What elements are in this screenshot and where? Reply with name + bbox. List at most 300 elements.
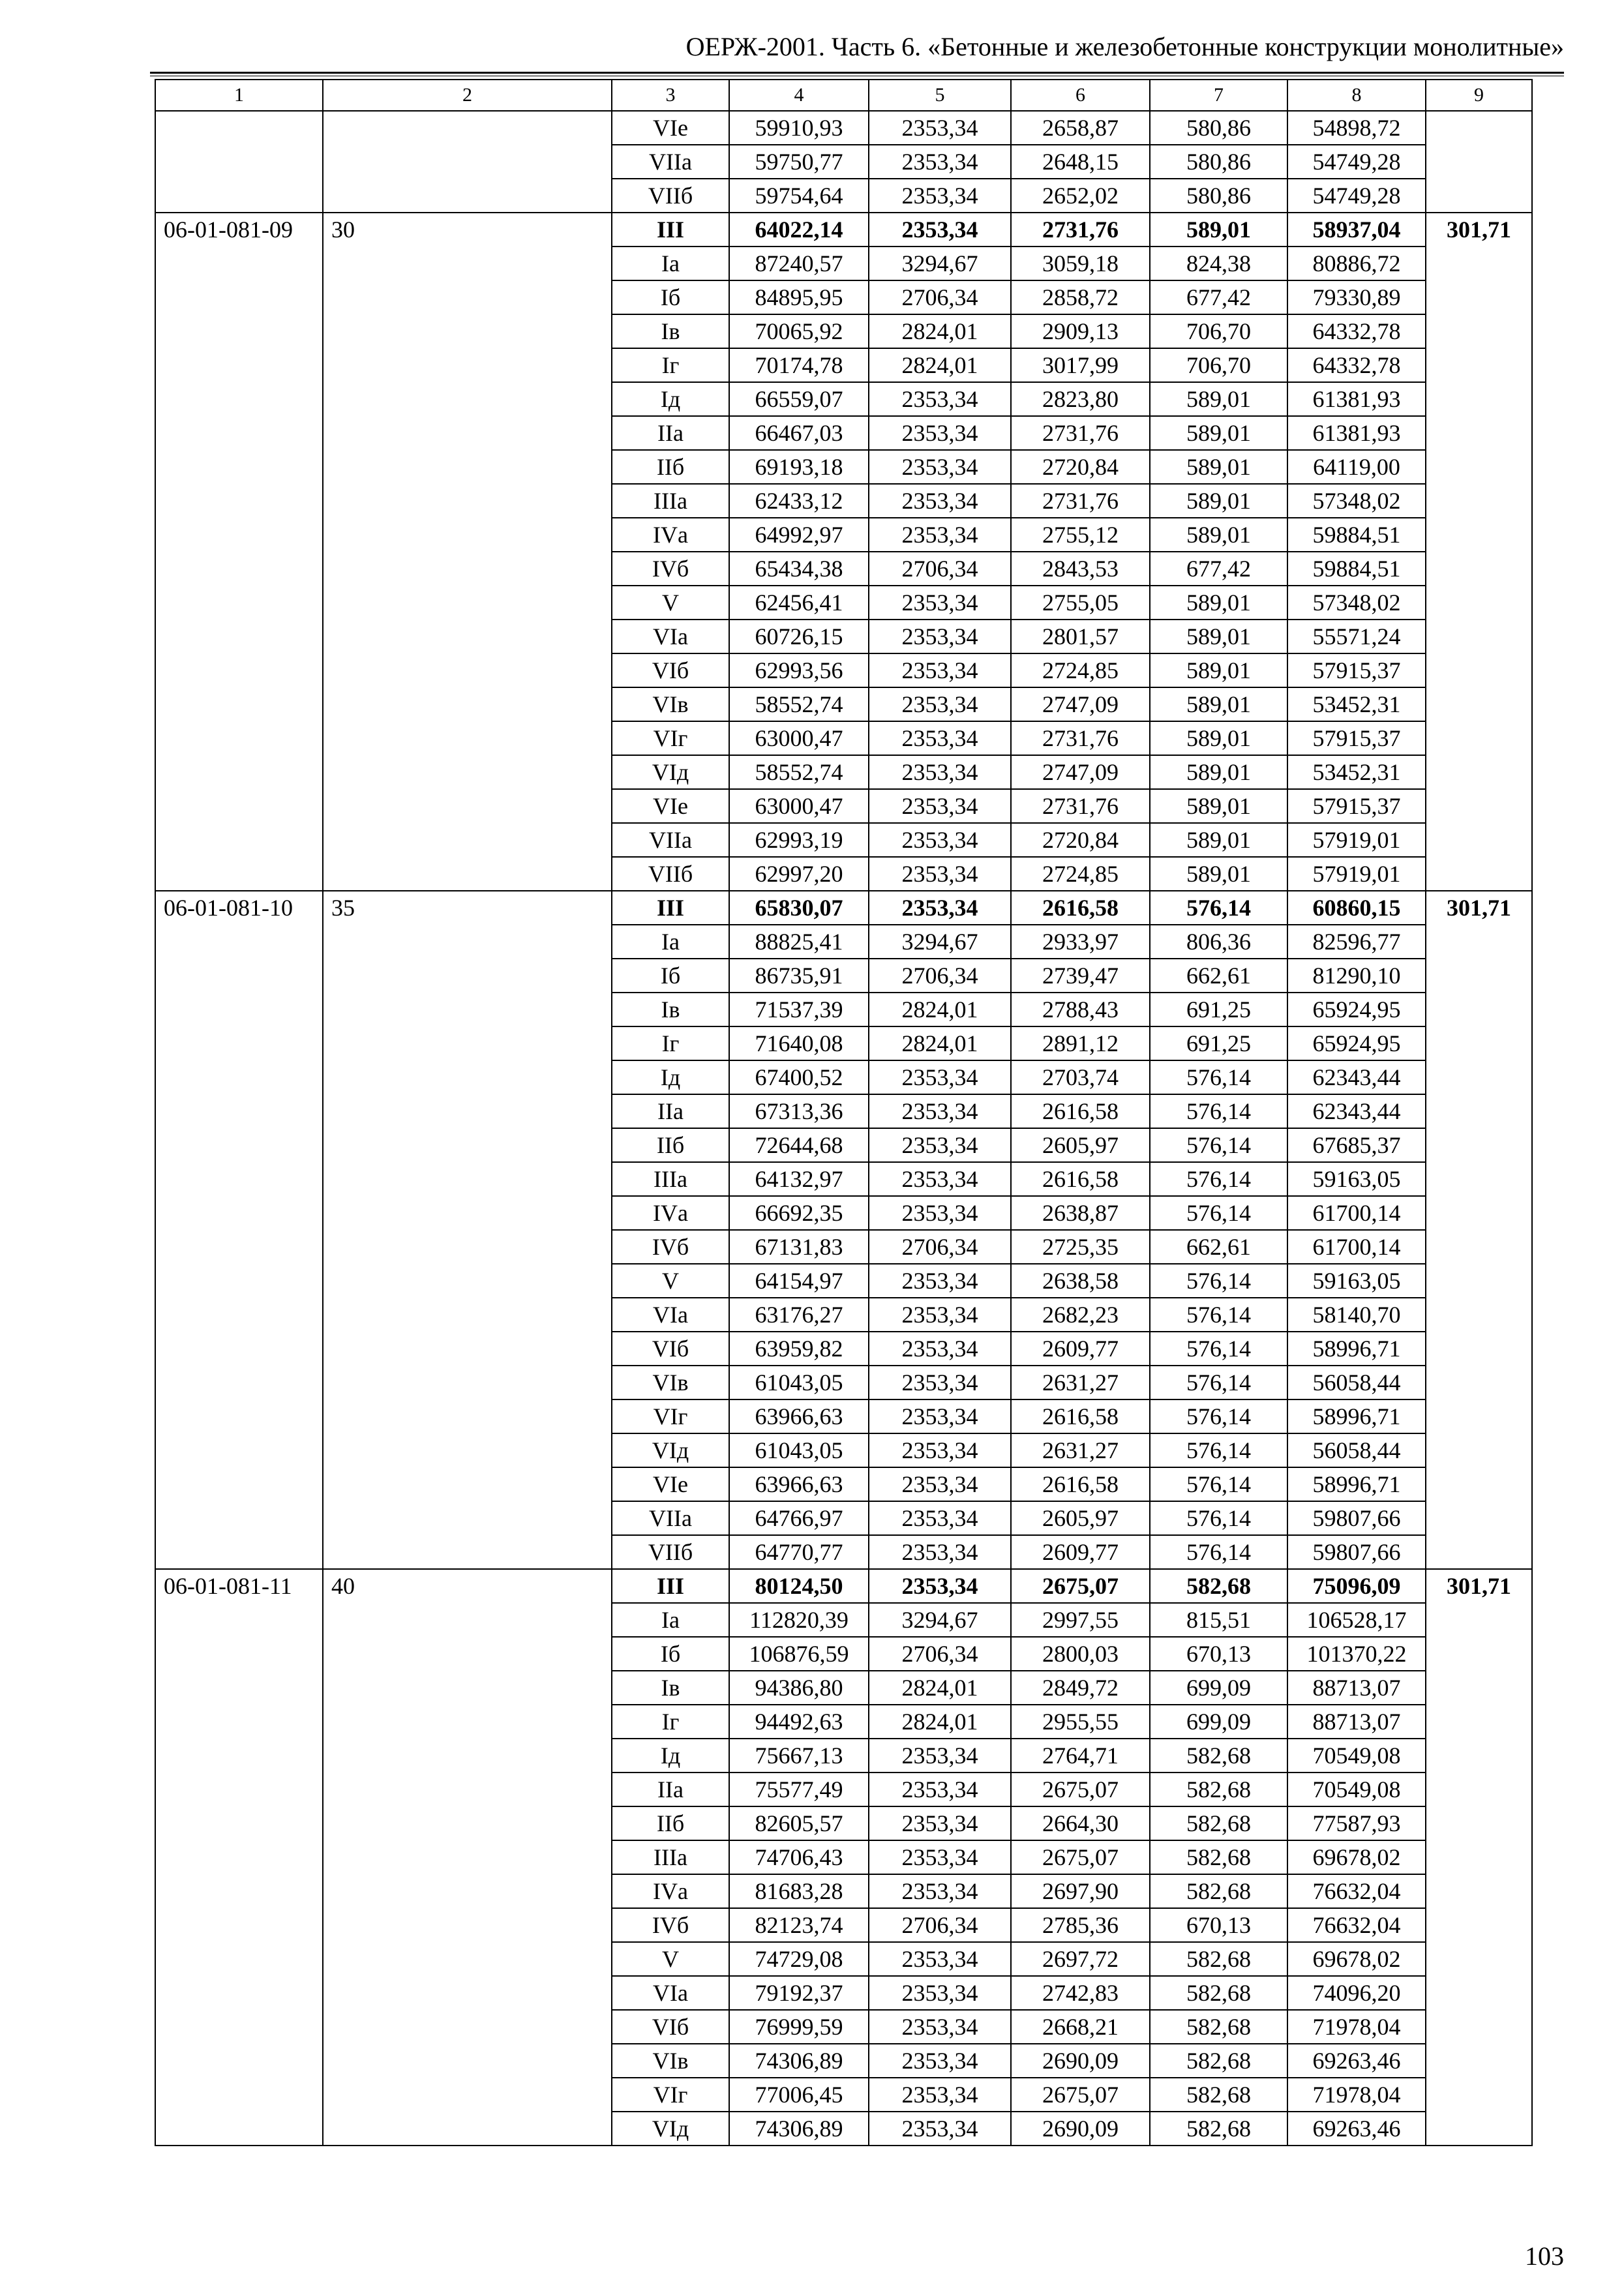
value-cell-col5: 2706,34 xyxy=(869,1230,1011,1264)
value-cell-col5: 2353,34 xyxy=(869,416,1011,450)
zone-cell: Iа xyxy=(612,925,729,959)
zone-cell: Iа xyxy=(612,1603,729,1637)
zone-cell: III xyxy=(612,891,729,925)
col-header: 6 xyxy=(1011,80,1150,111)
value-cell-col8: 59163,05 xyxy=(1287,1264,1426,1298)
value-cell-col4: 59910,93 xyxy=(729,111,869,145)
value-cell-col7: 662,61 xyxy=(1150,959,1287,993)
header-rule-thick xyxy=(150,72,1564,74)
value-cell-col5: 2353,34 xyxy=(869,1840,1011,1874)
value-cell-col6: 2616,58 xyxy=(1011,1162,1150,1196)
zone-cell: IVб xyxy=(612,1230,729,1264)
value-cell-col6: 2682,23 xyxy=(1011,1298,1150,1332)
value-cell-col5: 3294,67 xyxy=(869,247,1011,280)
value-cell-col6: 2616,58 xyxy=(1011,1467,1150,1501)
value-cell-col5: 2353,34 xyxy=(869,179,1011,213)
value-cell-col8: 57348,02 xyxy=(1287,484,1426,518)
value-cell-col7: 582,68 xyxy=(1150,1976,1287,2010)
value-cell-col4: 63966,63 xyxy=(729,1399,869,1433)
value-cell-col5: 2824,01 xyxy=(869,1705,1011,1739)
zone-cell: Iд xyxy=(612,382,729,416)
value-cell-col6: 2955,55 xyxy=(1011,1705,1150,1739)
value-cell-col4: 84895,95 xyxy=(729,280,869,314)
value-cell-col7: 662,61 xyxy=(1150,1230,1287,1264)
value-cell-col4: 70174,78 xyxy=(729,348,869,382)
value-cell-col7: 589,01 xyxy=(1150,382,1287,416)
value-cell-col8: 58140,70 xyxy=(1287,1298,1426,1332)
value-cell-col7: 580,86 xyxy=(1150,145,1287,179)
value-cell-col7: 589,01 xyxy=(1150,789,1287,823)
value-cell-col7: 582,68 xyxy=(1150,2078,1287,2112)
value-cell-col6: 2720,84 xyxy=(1011,450,1150,484)
value-cell-col8: 57919,01 xyxy=(1287,857,1426,891)
value-cell-col6: 2697,90 xyxy=(1011,1874,1150,1908)
value-cell-col6: 2605,97 xyxy=(1011,1128,1150,1162)
value-cell-col7: 589,01 xyxy=(1150,484,1287,518)
value-cell-col8: 57915,37 xyxy=(1287,721,1426,755)
value-cell-col8: 57915,37 xyxy=(1287,653,1426,687)
value-cell-col8: 57348,02 xyxy=(1287,586,1426,620)
zone-cell: IIб xyxy=(612,1128,729,1162)
value-cell-col6: 2764,71 xyxy=(1011,1739,1150,1773)
zone-cell: VIв xyxy=(612,1366,729,1399)
value-cell-col6: 2638,58 xyxy=(1011,1264,1150,1298)
value-cell-col8: 101370,22 xyxy=(1287,1637,1426,1671)
value-cell-col8: 88713,07 xyxy=(1287,1705,1426,1739)
value-cell-col4: 71537,39 xyxy=(729,993,869,1026)
value-cell-col5: 2353,34 xyxy=(869,2112,1011,2146)
col9-value: 301,71 xyxy=(1426,213,1532,891)
value-cell-col7: 589,01 xyxy=(1150,755,1287,789)
value-cell-col7: 824,38 xyxy=(1150,247,1287,280)
table-row xyxy=(155,1569,1532,1603)
value-cell-col8: 81290,10 xyxy=(1287,959,1426,993)
value-cell-col6: 2616,58 xyxy=(1011,891,1150,925)
zone-cell: Iб xyxy=(612,1637,729,1671)
value-cell-col4: 62993,56 xyxy=(729,653,869,687)
value-cell-col7: 706,70 xyxy=(1150,314,1287,348)
col-header: 2 xyxy=(323,80,612,111)
value-cell-col4: 80124,50 xyxy=(729,1569,869,1603)
value-cell-col6: 2668,21 xyxy=(1011,2010,1150,2044)
value-cell-col7: 589,01 xyxy=(1150,823,1287,857)
value-cell-col8: 59807,66 xyxy=(1287,1501,1426,1535)
value-cell-col7: 576,14 xyxy=(1150,1264,1287,1298)
value-cell-col5: 2353,34 xyxy=(869,1739,1011,1773)
page-header: ОЕРЖ-2001. Часть 6. «Бетонные и железобетонные конструкции монолитные» xyxy=(685,32,1564,61)
value-cell-col7: 582,68 xyxy=(1150,2010,1287,2044)
value-cell-col5: 2353,34 xyxy=(869,789,1011,823)
value-cell-col6: 2801,57 xyxy=(1011,620,1150,653)
value-cell-col7: 806,36 xyxy=(1150,925,1287,959)
value-cell-col4: 62456,41 xyxy=(729,586,869,620)
value-cell-col5: 2353,34 xyxy=(869,2010,1011,2044)
value-cell-col7: 576,14 xyxy=(1150,891,1287,925)
value-cell-col6: 2725,35 xyxy=(1011,1230,1150,1264)
value-cell-col6: 2703,74 xyxy=(1011,1060,1150,1094)
value-cell-col7: 589,01 xyxy=(1150,687,1287,721)
value-cell-col4: 65830,07 xyxy=(729,891,869,925)
value-cell-col6: 2616,58 xyxy=(1011,1399,1150,1433)
zone-cell: Iв xyxy=(612,314,729,348)
value-cell-col6: 2609,77 xyxy=(1011,1535,1150,1569)
value-cell-col7: 706,70 xyxy=(1150,348,1287,382)
value-cell-col7: 576,14 xyxy=(1150,1467,1287,1501)
value-cell-col8: 59884,51 xyxy=(1287,518,1426,552)
value-cell-col4: 82605,57 xyxy=(729,1806,869,1840)
value-cell-col5: 2353,34 xyxy=(869,1433,1011,1467)
value-cell-col7: 582,68 xyxy=(1150,1840,1287,1874)
value-cell-col7: 677,42 xyxy=(1150,552,1287,586)
value-cell-col8: 58996,71 xyxy=(1287,1467,1426,1501)
value-cell-col4: 64154,97 xyxy=(729,1264,869,1298)
column-number-row xyxy=(155,80,1532,111)
zone-cell: IIIа xyxy=(612,1840,729,1874)
item-code: 06-01-081-11 xyxy=(155,1569,323,2146)
value-cell-col7: 576,14 xyxy=(1150,1196,1287,1230)
zone-cell: V xyxy=(612,1264,729,1298)
value-cell-col8: 65924,95 xyxy=(1287,1026,1426,1060)
value-cell-col7: 589,01 xyxy=(1150,518,1287,552)
value-cell-col5: 2353,34 xyxy=(869,1298,1011,1332)
value-cell-col7: 691,25 xyxy=(1150,993,1287,1026)
value-cell-col6: 2788,43 xyxy=(1011,993,1150,1026)
value-cell-col4: 70065,92 xyxy=(729,314,869,348)
value-cell-col7: 589,01 xyxy=(1150,653,1287,687)
value-cell-col8: 59807,66 xyxy=(1287,1535,1426,1569)
value-cell-col8: 76632,04 xyxy=(1287,1908,1426,1942)
table-row xyxy=(155,891,1532,925)
zone-cell: IIб xyxy=(612,450,729,484)
value-cell-col4: 61043,05 xyxy=(729,1433,869,1467)
value-cell-col4: 63959,82 xyxy=(729,1332,869,1366)
rates-table xyxy=(155,79,1533,2146)
value-cell-col8: 75096,09 xyxy=(1287,1569,1426,1603)
value-cell-col5: 2353,34 xyxy=(869,687,1011,721)
value-cell-col5: 2353,34 xyxy=(869,721,1011,755)
value-cell-col4: 81683,28 xyxy=(729,1874,869,1908)
zone-cell: Iг xyxy=(612,348,729,382)
value-cell-col7: 576,14 xyxy=(1150,1128,1287,1162)
value-cell-col4: 65434,38 xyxy=(729,552,869,586)
value-cell-col7: 576,14 xyxy=(1150,1501,1287,1535)
value-cell-col7: 677,42 xyxy=(1150,280,1287,314)
value-cell-col5: 2353,34 xyxy=(869,1501,1011,1535)
zone-cell: IVа xyxy=(612,1196,729,1230)
value-cell-col7: 576,14 xyxy=(1150,1399,1287,1433)
value-cell-col7: 589,01 xyxy=(1150,450,1287,484)
zone-cell: III xyxy=(612,213,729,247)
value-cell-col8: 60860,15 xyxy=(1287,891,1426,925)
value-cell-col4: 74306,89 xyxy=(729,2044,869,2078)
value-cell-col5: 2353,34 xyxy=(869,1535,1011,1569)
col-header: 4 xyxy=(729,80,869,111)
value-cell-col5: 2824,01 xyxy=(869,348,1011,382)
zone-cell: IVа xyxy=(612,518,729,552)
value-cell-col6: 2675,07 xyxy=(1011,1569,1150,1603)
value-cell-col4: 74306,89 xyxy=(729,2112,869,2146)
page-number: 103 xyxy=(1525,2241,1564,2271)
value-cell-col7: 576,14 xyxy=(1150,1433,1287,1467)
value-cell-col5: 2353,34 xyxy=(869,518,1011,552)
value-cell-col7: 589,01 xyxy=(1150,721,1287,755)
zone-cell: IIа xyxy=(612,1773,729,1806)
value-cell-col4: 64766,97 xyxy=(729,1501,869,1535)
value-cell-col8: 79330,89 xyxy=(1287,280,1426,314)
value-cell-col6: 3017,99 xyxy=(1011,348,1150,382)
value-cell-col6: 2616,58 xyxy=(1011,1094,1150,1128)
value-cell-col4: 62433,12 xyxy=(729,484,869,518)
col9-value xyxy=(1426,111,1532,213)
value-cell-col6: 2652,02 xyxy=(1011,179,1150,213)
value-cell-col5: 2353,34 xyxy=(869,213,1011,247)
zone-cell: VIе xyxy=(612,789,729,823)
value-cell-col7: 582,68 xyxy=(1150,1569,1287,1603)
value-cell-col6: 2933,97 xyxy=(1011,925,1150,959)
value-cell-col5: 2824,01 xyxy=(869,993,1011,1026)
zone-cell: Iг xyxy=(612,1026,729,1060)
value-cell-col5: 2824,01 xyxy=(869,1671,1011,1705)
value-cell-col6: 2690,09 xyxy=(1011,2044,1150,2078)
value-cell-col7: 589,01 xyxy=(1150,416,1287,450)
value-cell-col8: 69263,46 xyxy=(1287,2112,1426,2146)
value-cell-col5: 2353,34 xyxy=(869,857,1011,891)
item-code: 06-01-081-09 xyxy=(155,213,323,891)
value-cell-col8: 61381,93 xyxy=(1287,416,1426,450)
value-cell-col4: 59754,64 xyxy=(729,179,869,213)
value-cell-col6: 2609,77 xyxy=(1011,1332,1150,1366)
value-cell-col7: 582,68 xyxy=(1150,2112,1287,2146)
value-cell-col6: 2720,84 xyxy=(1011,823,1150,857)
zone-cell: IIIа xyxy=(612,1162,729,1196)
value-cell-col5: 2353,34 xyxy=(869,484,1011,518)
value-cell-col5: 2824,01 xyxy=(869,314,1011,348)
value-cell-col6: 2731,76 xyxy=(1011,789,1150,823)
value-cell-col8: 69678,02 xyxy=(1287,1840,1426,1874)
value-cell-col4: 63176,27 xyxy=(729,1298,869,1332)
zone-cell: III xyxy=(612,1569,729,1603)
value-cell-col5: 2353,34 xyxy=(869,1162,1011,1196)
value-cell-col7: 589,01 xyxy=(1150,213,1287,247)
value-cell-col8: 58996,71 xyxy=(1287,1332,1426,1366)
col-header: 9 xyxy=(1426,80,1532,111)
value-cell-col5: 2353,34 xyxy=(869,1128,1011,1162)
col-header: 3 xyxy=(612,80,729,111)
value-cell-col6: 2690,09 xyxy=(1011,2112,1150,2146)
value-cell-col8: 61700,14 xyxy=(1287,1230,1426,1264)
value-cell-col5: 2706,34 xyxy=(869,1908,1011,1942)
value-cell-col6: 2755,12 xyxy=(1011,518,1150,552)
zone-cell: VIIб xyxy=(612,179,729,213)
value-cell-col6: 2849,72 xyxy=(1011,1671,1150,1705)
item-thickness: 35 xyxy=(323,891,612,1569)
value-cell-col5: 2353,34 xyxy=(869,382,1011,416)
value-cell-col8: 67685,37 xyxy=(1287,1128,1426,1162)
zone-cell: Iб xyxy=(612,959,729,993)
value-cell-col5: 2353,34 xyxy=(869,2044,1011,2078)
value-cell-col5: 2706,34 xyxy=(869,1637,1011,1671)
value-cell-col5: 2353,34 xyxy=(869,145,1011,179)
zone-cell: VIа xyxy=(612,620,729,653)
value-cell-col6: 2675,07 xyxy=(1011,2078,1150,2112)
zone-cell: VIа xyxy=(612,1298,729,1332)
value-cell-col5: 3294,67 xyxy=(869,1603,1011,1637)
value-cell-col7: 699,09 xyxy=(1150,1705,1287,1739)
value-cell-col8: 70549,08 xyxy=(1287,1773,1426,1806)
value-cell-col6: 2742,83 xyxy=(1011,1976,1150,2010)
value-cell-col8: 57915,37 xyxy=(1287,789,1426,823)
zone-cell: VIг xyxy=(612,2078,729,2112)
value-cell-col5: 2353,34 xyxy=(869,1806,1011,1840)
value-cell-col8: 58996,71 xyxy=(1287,1399,1426,1433)
value-cell-col8: 88713,07 xyxy=(1287,1671,1426,1705)
value-cell-col7: 582,68 xyxy=(1150,1942,1287,1976)
value-cell-col4: 88825,41 xyxy=(729,925,869,959)
value-cell-col5: 2353,34 xyxy=(869,1467,1011,1501)
value-cell-col4: 87240,57 xyxy=(729,247,869,280)
zone-cell: IVб xyxy=(612,1908,729,1942)
value-cell-col4: 63000,47 xyxy=(729,721,869,755)
value-cell-col7: 670,13 xyxy=(1150,1908,1287,1942)
value-cell-col5: 2353,34 xyxy=(869,2078,1011,2112)
zone-cell: Iа xyxy=(612,247,729,280)
value-cell-col8: 77587,93 xyxy=(1287,1806,1426,1840)
value-cell-col8: 74096,20 xyxy=(1287,1976,1426,2010)
value-cell-col7: 699,09 xyxy=(1150,1671,1287,1705)
value-cell-col4: 74706,43 xyxy=(729,1840,869,1874)
zone-cell: IIа xyxy=(612,1094,729,1128)
zone-cell: VIа xyxy=(612,1976,729,2010)
value-cell-col6: 2731,76 xyxy=(1011,484,1150,518)
value-cell-col4: 74729,08 xyxy=(729,1942,869,1976)
value-cell-col8: 69678,02 xyxy=(1287,1942,1426,1976)
value-cell-col5: 2353,34 xyxy=(869,891,1011,925)
value-cell-col5: 2353,34 xyxy=(869,1942,1011,1976)
value-cell-col5: 2353,34 xyxy=(869,1773,1011,1806)
value-cell-col8: 59884,51 xyxy=(1287,552,1426,586)
value-cell-col8: 56058,44 xyxy=(1287,1366,1426,1399)
value-cell-col8: 71978,04 xyxy=(1287,2078,1426,2112)
value-cell-col5: 2353,34 xyxy=(869,1366,1011,1399)
value-cell-col4: 66467,03 xyxy=(729,416,869,450)
value-cell-col8: 61700,14 xyxy=(1287,1196,1426,1230)
value-cell-col8: 69263,46 xyxy=(1287,2044,1426,2078)
item-thickness xyxy=(323,111,612,213)
value-cell-col6: 2731,76 xyxy=(1011,213,1150,247)
value-cell-col6: 2747,09 xyxy=(1011,755,1150,789)
value-cell-col4: 66559,07 xyxy=(729,382,869,416)
value-cell-col5: 2353,34 xyxy=(869,1569,1011,1603)
value-cell-col6: 2823,80 xyxy=(1011,382,1150,416)
value-cell-col4: 62993,19 xyxy=(729,823,869,857)
value-cell-col5: 2353,34 xyxy=(869,1399,1011,1433)
zone-cell: VIе xyxy=(612,1467,729,1501)
col9-value: 301,71 xyxy=(1426,1569,1532,2146)
value-cell-col8: 82596,77 xyxy=(1287,925,1426,959)
zone-cell: VIг xyxy=(612,721,729,755)
zone-cell: VIб xyxy=(612,1332,729,1366)
value-cell-col6: 2891,12 xyxy=(1011,1026,1150,1060)
value-cell-col4: 59750,77 xyxy=(729,145,869,179)
value-cell-col7: 576,14 xyxy=(1150,1162,1287,1196)
value-cell-col5: 2353,34 xyxy=(869,1060,1011,1094)
value-cell-col7: 576,14 xyxy=(1150,1366,1287,1399)
value-cell-col6: 2638,87 xyxy=(1011,1196,1150,1230)
zone-cell: Iб xyxy=(612,280,729,314)
zone-cell: VIб xyxy=(612,2010,729,2044)
value-cell-col5: 2353,34 xyxy=(869,1332,1011,1366)
value-cell-col4: 72644,68 xyxy=(729,1128,869,1162)
value-cell-col8: 54749,28 xyxy=(1287,179,1426,213)
value-cell-col6: 2724,85 xyxy=(1011,857,1150,891)
zone-cell: VIе xyxy=(612,111,729,145)
value-cell-col7: 576,14 xyxy=(1150,1332,1287,1366)
value-cell-col6: 2739,47 xyxy=(1011,959,1150,993)
value-cell-col4: 64770,77 xyxy=(729,1535,869,1569)
zone-cell: VIв xyxy=(612,2044,729,2078)
value-cell-col4: 76999,59 xyxy=(729,2010,869,2044)
value-cell-col8: 53452,31 xyxy=(1287,687,1426,721)
value-cell-col4: 61043,05 xyxy=(729,1366,869,1399)
value-cell-col5: 2353,34 xyxy=(869,653,1011,687)
value-cell-col4: 58552,74 xyxy=(729,755,869,789)
value-cell-col5: 2353,34 xyxy=(869,1976,1011,2010)
value-cell-col4: 77006,45 xyxy=(729,2078,869,2112)
zone-cell: IIIа xyxy=(612,484,729,518)
value-cell-col4: 67131,83 xyxy=(729,1230,869,1264)
value-cell-col8: 62343,44 xyxy=(1287,1060,1426,1094)
value-cell-col5: 2824,01 xyxy=(869,1026,1011,1060)
value-cell-col6: 2755,05 xyxy=(1011,586,1150,620)
value-cell-col7: 589,01 xyxy=(1150,620,1287,653)
value-cell-col8: 53452,31 xyxy=(1287,755,1426,789)
value-cell-col5: 3294,67 xyxy=(869,925,1011,959)
value-cell-col4: 60726,15 xyxy=(729,620,869,653)
value-cell-col5: 2353,34 xyxy=(869,823,1011,857)
value-cell-col7: 582,68 xyxy=(1150,2044,1287,2078)
zone-cell: V xyxy=(612,1942,729,1976)
value-cell-col5: 2353,34 xyxy=(869,755,1011,789)
value-cell-col4: 82123,74 xyxy=(729,1908,869,1942)
value-cell-col4: 62997,20 xyxy=(729,857,869,891)
value-cell-col4: 75667,13 xyxy=(729,1739,869,1773)
value-cell-col7: 589,01 xyxy=(1150,857,1287,891)
value-cell-col6: 2997,55 xyxy=(1011,1603,1150,1637)
value-cell-col5: 2353,34 xyxy=(869,1874,1011,1908)
zone-cell: VIб xyxy=(612,653,729,687)
zone-cell: VIг xyxy=(612,1399,729,1433)
value-cell-col7: 582,68 xyxy=(1150,1806,1287,1840)
col-header: 7 xyxy=(1150,80,1287,111)
zone-cell: V xyxy=(612,586,729,620)
zone-cell: Iд xyxy=(612,1060,729,1094)
value-cell-col6: 2800,03 xyxy=(1011,1637,1150,1671)
zone-cell: IIа xyxy=(612,416,729,450)
col-header: 5 xyxy=(869,80,1011,111)
value-cell-col5: 2353,34 xyxy=(869,620,1011,653)
value-cell-col4: 63966,63 xyxy=(729,1467,869,1501)
col9-value: 301,71 xyxy=(1426,891,1532,1569)
zone-cell: VIд xyxy=(612,2112,729,2146)
value-cell-col5: 2353,34 xyxy=(869,1196,1011,1230)
value-cell-col8: 106528,17 xyxy=(1287,1603,1426,1637)
value-cell-col4: 69193,18 xyxy=(729,450,869,484)
value-cell-col6: 2605,97 xyxy=(1011,1501,1150,1535)
col-header: 1 xyxy=(155,80,323,111)
item-thickness: 30 xyxy=(323,213,612,891)
value-cell-col5: 2353,34 xyxy=(869,586,1011,620)
value-cell-col8: 56058,44 xyxy=(1287,1433,1426,1467)
